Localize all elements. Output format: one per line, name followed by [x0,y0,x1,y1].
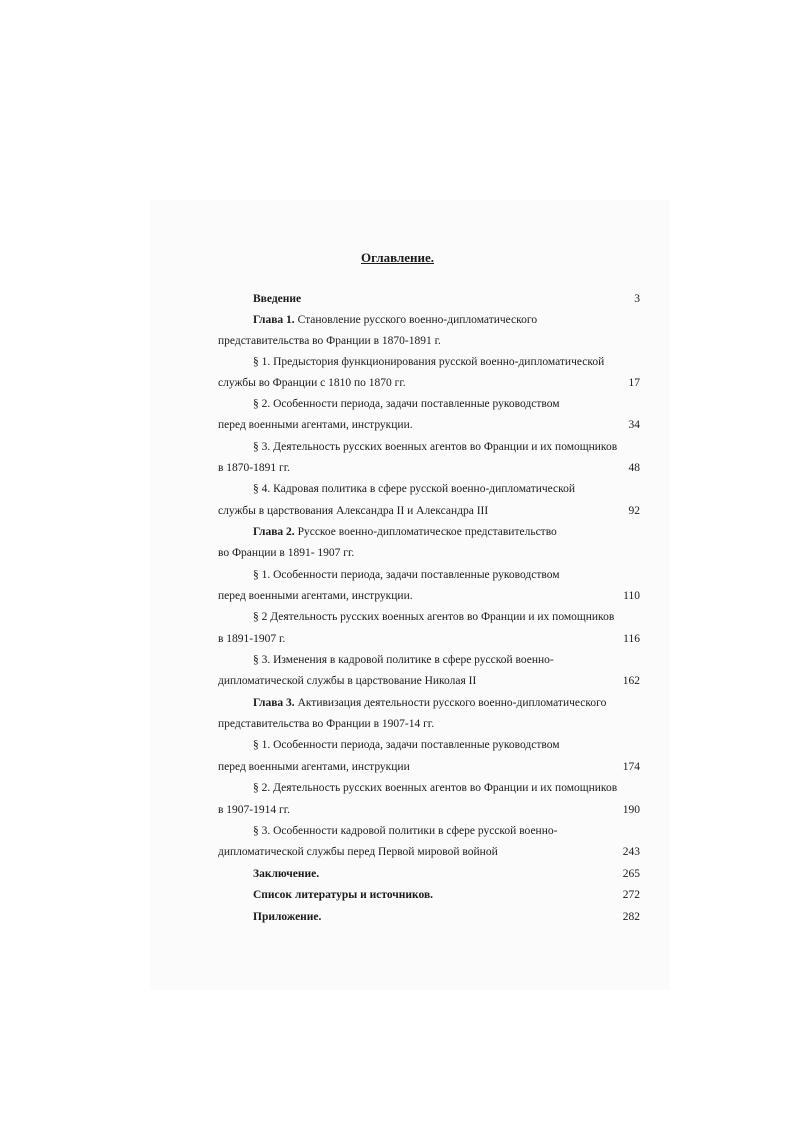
toc-entry-text: Активизация деятельности русского военно-дипломатического [294,697,607,709]
toc-entry [218,803,290,817]
toc-entry [218,845,498,859]
toc-entry-text: перед военными агентами, инструкции [218,761,410,773]
toc-entry [218,717,434,731]
toc-page-number: 243 [622,846,640,858]
toc-page-number: 272 [622,889,640,901]
toc-entry-text: § 1. Особенности периода, задачи поставленные руководством [253,739,560,751]
toc-entry [218,504,488,518]
toc-entry [253,888,433,902]
toc-entry-text: § 2. Особенности периода, задачи поставленные руководством [253,398,560,410]
toc-entry [218,674,476,688]
toc-entry-text: § 2. Деятельность русских военных агентов во Франции и их помощников [253,782,618,794]
toc-entry [253,867,319,881]
toc-entry-heading: Заключение. [253,868,320,880]
toc-entry [218,589,413,603]
toc-page-number: 162 [622,675,640,687]
toc-entry-text: представительства во Франции в 1870-1891 г. [218,335,441,347]
toc-entry [218,461,290,475]
toc-entry [253,824,557,838]
toc-entry-text: § 4. Кадровая политика в сфере русской военно-дипломатической [253,483,576,495]
toc-entry [253,781,617,795]
toc-entry-heading: Глава 3. [253,697,295,709]
toc-entry [253,440,617,454]
toc-entry-text: Становление русского военно-дипломатического [294,314,538,326]
toc-entry-text: § 1. Особенности периода, задачи поставленные руководством [253,569,560,581]
toc-entry-text: § 1. Предыстория функционирования русской военно-дипломатической [253,356,605,368]
toc-entry-text: § 3. Изменения в кадровой политике в сфере русской военно- [253,654,554,666]
toc-title: Оглавление. [360,250,435,265]
toc-page-number: 34 [628,419,640,431]
toc-entry-text: перед военными агентами, инструкции. [218,590,413,602]
toc-page-number: 48 [628,462,640,474]
toc-entry-text: перед военными агентами, инструкции. [218,419,413,431]
toc-entry-text: службы в царствования Александра II и Александра III [218,505,489,517]
toc-page-number: 282 [622,911,640,923]
toc-page-number: 190 [622,804,640,816]
toc-entry-heading: Глава 2. [253,526,295,538]
toc-entry-text: в 1891-1907 г. [218,633,286,645]
toc-entry [218,334,441,348]
toc-page-number: 116 [623,633,640,645]
toc-page-number: 110 [623,590,640,602]
toc-entry-text: службы во Франции с 1810 по 1870 гг. [218,377,406,389]
toc-entry-text: § 3. Деятельность русских военных агентов во Франции и их помощников [253,441,618,453]
toc-entry [253,313,537,327]
toc-entry [253,525,557,539]
toc-entry-text: § 2 Деятельность русских военных агентов во Франции и их помощников [253,611,615,623]
toc-entry-heading: Глава 1. [253,314,295,326]
toc-entry-text: § 3. Особенности кадровой политики в сфере русской военно- [253,825,558,837]
toc-entry-text: представительства во Франции в 1907-14 гг. [218,718,435,730]
toc-entry [253,568,560,582]
toc-entry-text: Русское военно-дипломатическое представительство [294,526,557,538]
toc-entry [253,355,604,369]
toc-entry-text: в 1870-1891 гг. [218,462,291,474]
toc-entry [253,738,560,752]
toc-entry-heading: Введение [253,293,302,305]
toc-entry [253,610,614,624]
toc-page-number: 265 [622,868,640,880]
toc-entry-text: дипломатической службы в царствование Николая II [218,675,477,687]
toc-entry [218,418,413,432]
toc-entry [253,292,301,306]
toc-entry [218,760,410,774]
toc-entry-text: дипломатической службы перед Первой мировой войной [218,846,498,858]
toc-page-number: 3 [634,293,640,305]
toc-entry [253,910,321,924]
toc-entry [253,653,554,667]
toc-page-number: 92 [628,505,640,517]
toc-entry [253,482,575,496]
toc-entry-heading: Приложение. [253,911,322,923]
toc-entry [218,376,406,390]
toc-page-number: 17 [628,377,640,389]
toc-entry [218,546,354,560]
toc-entry-text: в 1907-1914 гг. [218,804,291,816]
toc-entry-heading: Список литературы и источников. [253,889,434,901]
toc-entry [253,696,606,710]
toc-entry [218,632,285,646]
toc-entry [253,397,560,411]
toc-page-number: 174 [622,761,640,773]
toc-entry-text: во Франции в 1891- 1907 гг. [218,547,355,559]
